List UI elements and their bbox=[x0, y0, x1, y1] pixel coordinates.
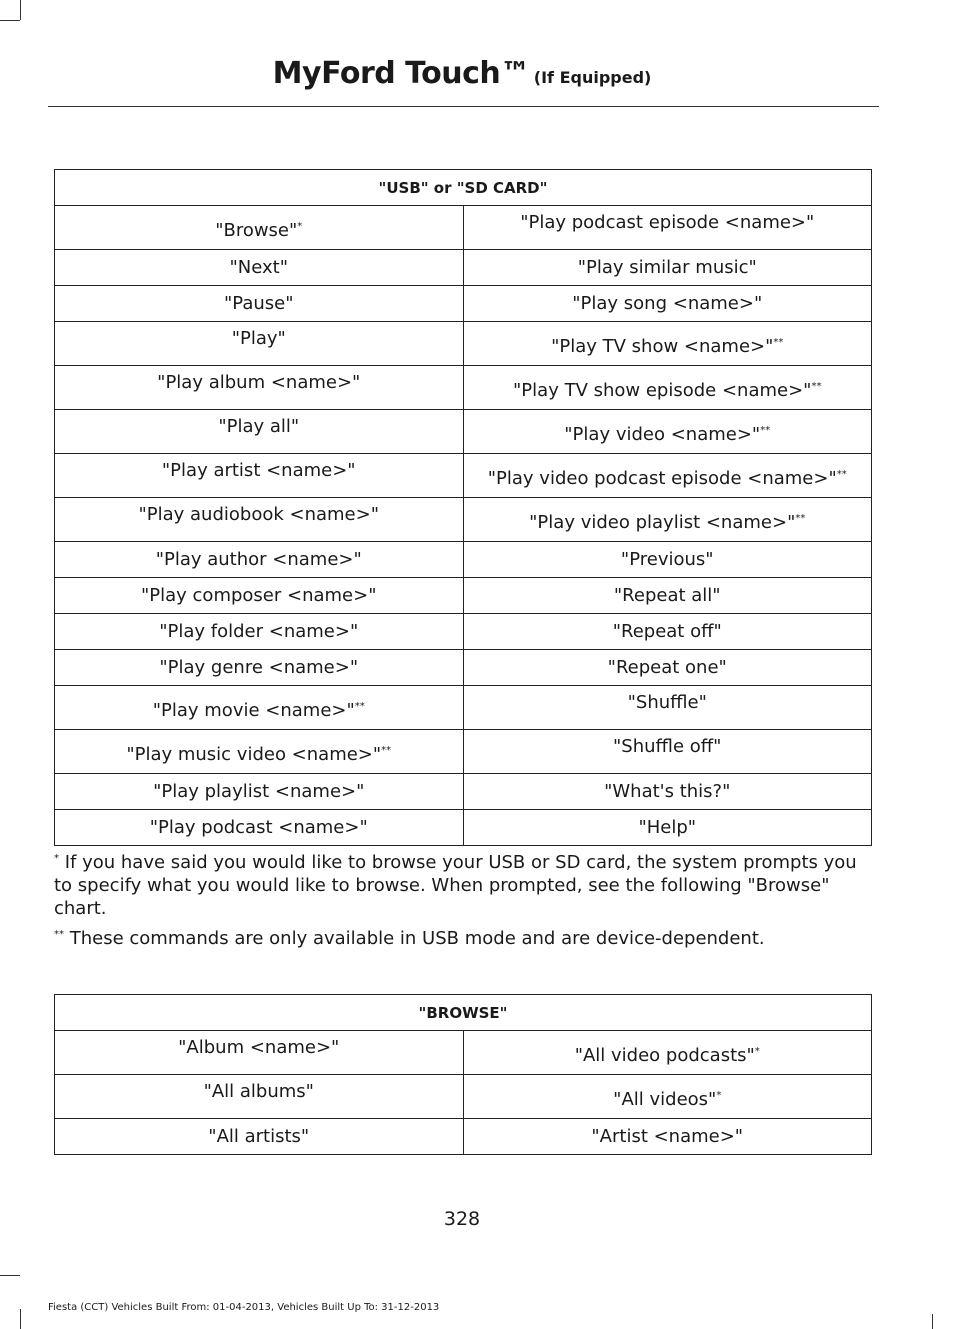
footnote-mark: * bbox=[297, 221, 303, 232]
command-cell-right bbox=[463, 366, 872, 410]
table-row bbox=[55, 206, 872, 250]
command-cell-left bbox=[55, 578, 464, 614]
command-text: "Play movie <name>" bbox=[152, 700, 355, 721]
command-text: "Play video podcast episode <name>" bbox=[487, 468, 837, 489]
command-cell-left bbox=[55, 1119, 464, 1155]
command-text: "Play artist <name>" bbox=[161, 460, 356, 481]
page-number: 328 bbox=[443, 1208, 481, 1230]
command-text: "Play playlist <name>" bbox=[153, 781, 365, 802]
command-cell-left bbox=[55, 810, 464, 846]
command-text: "Play genre <name>" bbox=[159, 657, 359, 678]
footnote-text: These commands are only available in USB mode and are device-dependent. bbox=[69, 928, 765, 949]
footnote-mark: ** bbox=[381, 745, 392, 756]
command-cell-right bbox=[463, 286, 872, 322]
table-row bbox=[55, 810, 872, 846]
table-row bbox=[55, 774, 872, 810]
command-text: "Play music video <name>" bbox=[126, 744, 382, 765]
command-cell-left bbox=[55, 774, 464, 810]
footnote-mark: * bbox=[754, 1046, 760, 1057]
footnote-mark: * bbox=[716, 1090, 722, 1101]
command-cell-right bbox=[463, 454, 872, 498]
table-row bbox=[55, 410, 872, 454]
crop-mark bbox=[20, 1309, 21, 1329]
command-cell-right bbox=[463, 206, 872, 250]
command-cell-right bbox=[463, 322, 872, 366]
command-cell-left bbox=[55, 498, 464, 542]
command-text: "Play TV show <name>" bbox=[551, 336, 774, 357]
command-text: "Play podcast episode <name>" bbox=[520, 212, 815, 233]
command-text: "Artist <name>" bbox=[591, 1126, 744, 1147]
table-row bbox=[55, 650, 872, 686]
footnote-mark: ** bbox=[836, 469, 847, 480]
footnote-double-asterisk bbox=[54, 927, 874, 950]
command-cell-left bbox=[55, 454, 464, 498]
footer-vehicle-info: Fiesta (CCT) Vehicles Built From: 01-04-2013, Vehicles Built Up To: 31-12-2013 bbox=[48, 1302, 440, 1313]
footnote-mark: ** bbox=[795, 513, 806, 524]
command-cell-right bbox=[463, 650, 872, 686]
command-cell-left bbox=[55, 366, 464, 410]
command-cell-right bbox=[463, 250, 872, 286]
command-text: "Shuffle off" bbox=[613, 736, 722, 757]
table-row bbox=[55, 286, 872, 322]
table-row bbox=[55, 578, 872, 614]
command-cell-left bbox=[55, 650, 464, 686]
command-text: "All artists" bbox=[208, 1126, 310, 1147]
footnote-mark: ** bbox=[811, 381, 822, 392]
command-text: "Help" bbox=[638, 817, 697, 838]
footnote-mark: ** bbox=[773, 337, 784, 348]
command-cell-left bbox=[55, 1031, 464, 1075]
command-cell-left bbox=[55, 410, 464, 454]
table-row bbox=[55, 686, 872, 730]
command-cell-left bbox=[55, 730, 464, 774]
command-cell-right bbox=[463, 542, 872, 578]
command-text: "Browse" bbox=[215, 220, 298, 241]
table-row bbox=[55, 1075, 872, 1119]
command-text: "Play" bbox=[231, 328, 286, 349]
table-row bbox=[55, 366, 872, 410]
table-row bbox=[55, 322, 872, 366]
header-divider bbox=[48, 106, 879, 107]
command-text: "Play author <name>" bbox=[155, 549, 362, 570]
command-cell-right bbox=[463, 730, 872, 774]
command-cell-right bbox=[463, 1119, 872, 1155]
command-text: "Play similar music" bbox=[577, 257, 757, 278]
crop-mark bbox=[0, 20, 20, 21]
command-text: "Pause" bbox=[224, 293, 294, 314]
command-cell-left bbox=[55, 614, 464, 650]
table-heading: "BROWSE" bbox=[55, 995, 872, 1031]
table-row bbox=[55, 614, 872, 650]
command-text: "Next" bbox=[229, 257, 288, 278]
command-cell-right bbox=[463, 686, 872, 730]
page-title: MyFord Touch™ bbox=[272, 56, 530, 91]
footnote-mark: ** bbox=[354, 701, 365, 712]
command-text: "Play video playlist <name>" bbox=[529, 512, 796, 533]
table-heading: "USB" or "SD CARD" bbox=[55, 170, 872, 206]
command-cell-left bbox=[55, 542, 464, 578]
command-text: "Play all" bbox=[218, 416, 300, 437]
table-row bbox=[55, 730, 872, 774]
command-cell-right bbox=[463, 774, 872, 810]
crop-mark bbox=[20, 0, 21, 20]
command-text: "Repeat all" bbox=[613, 585, 721, 606]
table-row bbox=[55, 498, 872, 542]
command-cell-left bbox=[55, 686, 464, 730]
page-subtitle: (If Equipped) bbox=[533, 68, 652, 87]
table-row bbox=[55, 454, 872, 498]
command-text: "Previous" bbox=[620, 549, 714, 570]
command-text: "Play album <name>" bbox=[157, 372, 361, 393]
command-cell-right bbox=[463, 1031, 872, 1075]
command-text: "All videos" bbox=[613, 1089, 717, 1110]
command-cell-left bbox=[55, 250, 464, 286]
footnote-mark: ** bbox=[760, 425, 771, 436]
table-header-row bbox=[55, 995, 872, 1031]
command-cell-left bbox=[55, 206, 464, 250]
command-text: "Play folder <name>" bbox=[159, 621, 359, 642]
command-cell-right bbox=[463, 614, 872, 650]
command-text: "Play audiobook <name>" bbox=[138, 504, 379, 525]
command-cell-right bbox=[463, 578, 872, 614]
browse-commands-table bbox=[54, 994, 872, 1155]
command-text: "Repeat one" bbox=[607, 657, 727, 678]
crop-mark bbox=[0, 1275, 20, 1276]
command-text: "Repeat off" bbox=[612, 621, 722, 642]
usb-sd-card-commands-table bbox=[54, 169, 872, 846]
command-text: "Play TV show episode <name>" bbox=[513, 380, 812, 401]
footnote-mark: ** bbox=[54, 929, 64, 940]
command-text: "Play composer <name>" bbox=[141, 585, 377, 606]
table-header-row bbox=[55, 170, 872, 206]
table-row bbox=[55, 1119, 872, 1155]
command-cell-left bbox=[55, 322, 464, 366]
command-cell-left bbox=[55, 1075, 464, 1119]
command-text: "Shuffle" bbox=[627, 692, 707, 713]
crop-mark bbox=[932, 1314, 933, 1329]
command-cell-right bbox=[463, 410, 872, 454]
command-text: "Album <name>" bbox=[178, 1037, 340, 1058]
table-row bbox=[55, 1031, 872, 1075]
table-row bbox=[55, 250, 872, 286]
command-text: "All albums" bbox=[203, 1081, 314, 1102]
footnote-text: If you have said you would like to browse your USB or SD card, the system prompts you to specify what you would like to browse. When prompted, see the following "Browse" chart. bbox=[54, 852, 857, 919]
command-text: "Play podcast <name>" bbox=[149, 817, 368, 838]
command-text: "Play video <name>" bbox=[564, 424, 761, 445]
page-header bbox=[0, 56, 924, 91]
command-cell-left bbox=[55, 286, 464, 322]
footnote-mark: * bbox=[54, 853, 59, 864]
command-text: "Play song <name>" bbox=[572, 293, 763, 314]
footnote-single-asterisk bbox=[54, 851, 874, 920]
command-text: "What's this?" bbox=[604, 781, 731, 802]
command-text: "All video podcasts" bbox=[574, 1045, 755, 1066]
command-cell-right bbox=[463, 498, 872, 542]
command-cell-right bbox=[463, 1075, 872, 1119]
command-cell-right bbox=[463, 810, 872, 846]
table-row bbox=[55, 542, 872, 578]
